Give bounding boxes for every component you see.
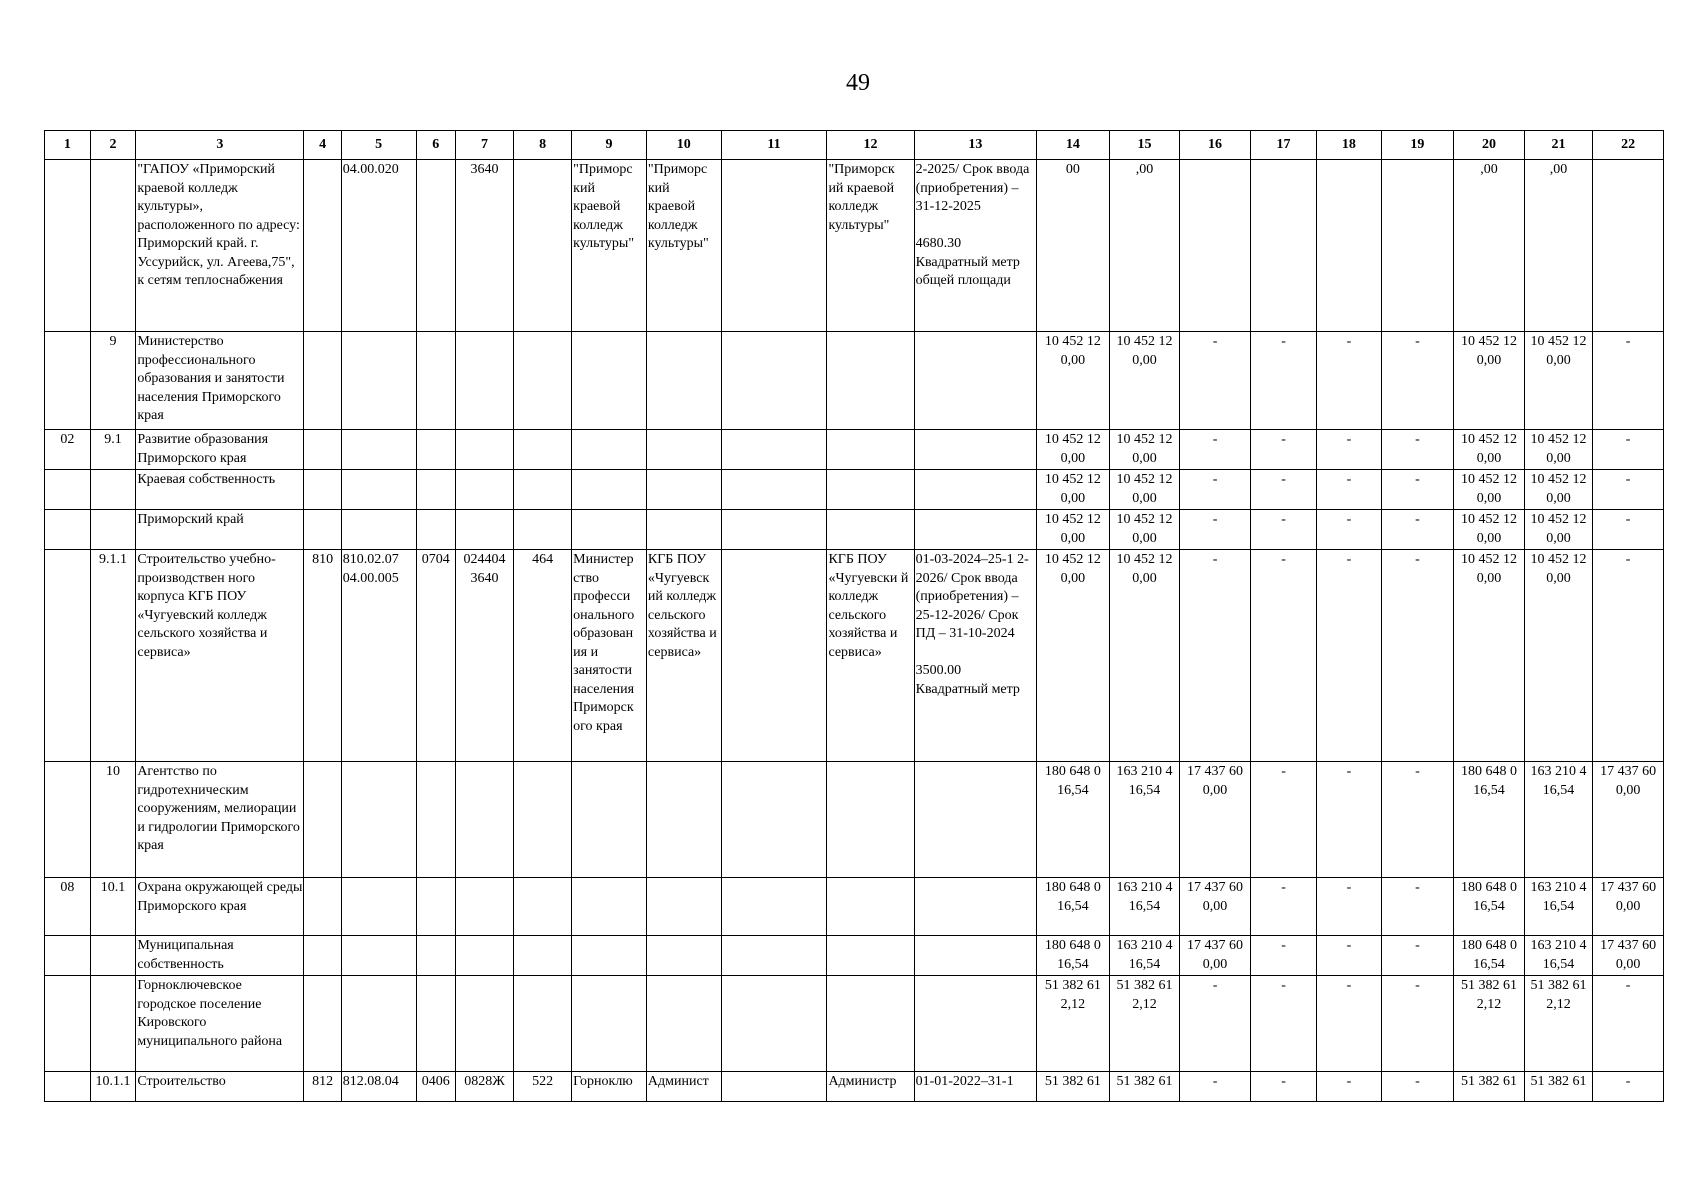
table-cell-col-21: ,00	[1524, 160, 1592, 332]
table-cell-col-2: 10.1.1	[90, 1072, 136, 1102]
table-cell-col-15: ,00	[1109, 160, 1180, 332]
table-cell-col-8	[514, 878, 572, 936]
table-cell-col-5	[341, 470, 416, 510]
table-cell-col-6	[416, 160, 455, 332]
table-cell-col-17: -	[1250, 936, 1316, 976]
table-cell-col-2	[90, 936, 136, 976]
table-cell-col-1	[45, 976, 91, 1072]
table-cell-col-1: 02	[45, 430, 91, 470]
table-cell-col-19: -	[1381, 470, 1454, 510]
table-cell-col-15: 10 452 12 0,00	[1109, 510, 1180, 550]
table-cell-col-1	[45, 510, 91, 550]
table-cell-col-1	[45, 550, 91, 762]
table-cell-col-9: "Приморс кий краевой колледж культуры"	[572, 160, 647, 332]
table-cell-col-14: 10 452 12 0,00	[1037, 332, 1110, 430]
table-cell-col-8	[514, 160, 572, 332]
table-cell-col-9: Горноклю	[572, 1072, 647, 1102]
table-cell-col-17: -	[1250, 470, 1316, 510]
table-cell-col-10: Админист	[646, 1072, 721, 1102]
table-cell-col-14: 51 382 61	[1037, 1072, 1110, 1102]
table-cell-col-16: -	[1180, 550, 1251, 762]
table-cell-col-19: -	[1381, 332, 1454, 430]
table-row	[45, 332, 1664, 430]
investment-table	[44, 130, 1664, 1102]
table-cell-col-15: 163 210 4 16,54	[1109, 878, 1180, 936]
table-cell-col-17: -	[1250, 976, 1316, 1072]
table-cell-col-12	[827, 936, 914, 976]
table-cell-col-10	[646, 762, 721, 878]
table-cell-col-14: 00	[1037, 160, 1110, 332]
table-cell-col-11	[721, 332, 827, 430]
table-cell-col-15: 10 452 12 0,00	[1109, 332, 1180, 430]
table-cell-col-17: -	[1250, 430, 1316, 470]
table-cell-col-16	[1180, 160, 1251, 332]
col-header: 13	[914, 131, 1036, 160]
table-row	[45, 1072, 1664, 1102]
table-cell-col-16: -	[1180, 470, 1251, 510]
table-cell-col-3: Приморский край	[136, 510, 304, 550]
table-cell-col-22: -	[1593, 1072, 1664, 1102]
table-cell-col-18: -	[1317, 878, 1381, 936]
table-cell-col-2: 9.1.1	[90, 550, 136, 762]
table-cell-col-8	[514, 762, 572, 878]
header-row	[45, 131, 1664, 160]
table-cell-col-2: 9.1	[90, 430, 136, 470]
table-cell-col-6	[416, 510, 455, 550]
table-cell-col-13	[914, 430, 1036, 470]
table-cell-col-13	[914, 762, 1036, 878]
table-cell-col-6	[416, 976, 455, 1072]
table-cell-col-21: 163 210 4 16,54	[1524, 762, 1592, 878]
table-cell-col-3: Охрана окружающей среды Приморского края	[136, 878, 304, 936]
table-cell-col-19: -	[1381, 430, 1454, 470]
table-cell-col-22: -	[1593, 430, 1664, 470]
table-cell-col-6: 0406	[416, 1072, 455, 1102]
table-row	[45, 510, 1664, 550]
table-cell-col-4	[304, 878, 341, 936]
table-cell-col-5	[341, 332, 416, 430]
table-cell-col-15: 51 382 61	[1109, 1072, 1180, 1102]
table-cell-col-18: -	[1317, 550, 1381, 762]
table-cell-col-14: 51 382 61 2,12	[1037, 976, 1110, 1072]
table-cell-col-8	[514, 430, 572, 470]
table-cell-col-6: 0704	[416, 550, 455, 762]
table-row	[45, 936, 1664, 976]
table-cell-col-4	[304, 976, 341, 1072]
table-cell-col-20: 10 452 12 0,00	[1454, 332, 1525, 430]
table-cell-col-19: -	[1381, 936, 1454, 976]
table-cell-col-11	[721, 1072, 827, 1102]
table-cell-col-21: 10 452 12 0,00	[1524, 430, 1592, 470]
table-cell-col-20: 10 452 12 0,00	[1454, 550, 1525, 762]
table-cell-col-20: 51 382 61	[1454, 1072, 1525, 1102]
col-header: 9	[572, 131, 647, 160]
table-cell-col-16: -	[1180, 510, 1251, 550]
table-cell-col-3: Краевая собственность	[136, 470, 304, 510]
table-cell-col-12: Администр	[827, 1072, 914, 1102]
table-cell-col-10	[646, 936, 721, 976]
table-cell-col-9	[572, 332, 647, 430]
table-cell-col-21: 163 210 4 16,54	[1524, 878, 1592, 936]
table-cell-col-2	[90, 470, 136, 510]
table-cell-col-9	[572, 430, 647, 470]
table-cell-col-9	[572, 510, 647, 550]
table-cell-col-10	[646, 470, 721, 510]
table-cell-col-3: Строительство учебно-производствен ного корпуса КГБ ПОУ «Чугуевский колледж сельского хозяйства и сервиса»	[136, 550, 304, 762]
table-row	[45, 550, 1664, 762]
table-cell-col-5: 810.02.07 04.00.005	[341, 550, 416, 762]
table-row	[45, 878, 1664, 936]
table-cell-col-7	[455, 976, 513, 1072]
table-cell-col-20: 180 648 0 16,54	[1454, 878, 1525, 936]
table-cell-col-5: 04.00.020	[341, 160, 416, 332]
page-number: 49	[846, 70, 870, 96]
table-cell-col-15: 163 210 4 16,54	[1109, 762, 1180, 878]
table-cell-col-5	[341, 976, 416, 1072]
table-cell-col-11	[721, 936, 827, 976]
col-header: 14	[1037, 131, 1110, 160]
table-cell-col-3: Строительство	[136, 1072, 304, 1102]
table-cell-col-11	[721, 976, 827, 1072]
table-cell-col-14: 180 648 0 16,54	[1037, 878, 1110, 936]
table-cell-col-4	[304, 430, 341, 470]
table-cell-col-18: -	[1317, 470, 1381, 510]
table-cell-col-17: -	[1250, 762, 1316, 878]
table-cell-col-12	[827, 332, 914, 430]
table-cell-col-8	[514, 332, 572, 430]
table-cell-col-8	[514, 470, 572, 510]
table-cell-col-6	[416, 762, 455, 878]
table-cell-col-14: 10 452 12 0,00	[1037, 430, 1110, 470]
table-cell-col-17: -	[1250, 510, 1316, 550]
table-cell-col-9	[572, 936, 647, 976]
table-cell-col-9: Министер ство професси онального образован ия и занятости населения Приморск ого края	[572, 550, 647, 762]
table-cell-col-12	[827, 878, 914, 936]
table-row	[45, 160, 1664, 332]
table-cell-col-9	[572, 976, 647, 1072]
table-cell-col-7	[455, 430, 513, 470]
table-cell-col-6	[416, 332, 455, 430]
table-cell-col-22: -	[1593, 510, 1664, 550]
table-cell-col-16: -	[1180, 1072, 1251, 1102]
col-header: 10	[646, 131, 721, 160]
table-cell-col-15: 163 210 4 16,54	[1109, 936, 1180, 976]
table-cell-col-9	[572, 762, 647, 878]
table-cell-col-19: -	[1381, 510, 1454, 550]
table-cell-col-1	[45, 1072, 91, 1102]
table-cell-col-11	[721, 510, 827, 550]
table-cell-col-12	[827, 976, 914, 1072]
table-cell-col-20: 10 452 12 0,00	[1454, 470, 1525, 510]
table-cell-col-12: "Приморск ий краевой колледж культуры"	[827, 160, 914, 332]
table-cell-col-12	[827, 762, 914, 878]
col-header: 11	[721, 131, 827, 160]
table-cell-col-13: 01-03-2024–25-1 2-2026/ Срок ввода (приобретения) – 25-12-2026/ Срок ПД – 31-10-2024 3500.00 Квадратный метр	[914, 550, 1036, 762]
col-header: 2	[90, 131, 136, 160]
table-cell-col-13	[914, 936, 1036, 976]
table-cell-col-17: -	[1250, 878, 1316, 936]
table-cell-col-12	[827, 470, 914, 510]
table-cell-col-10: "Приморс кий краевой колледж культуры"	[646, 160, 721, 332]
table-cell-col-8	[514, 936, 572, 976]
table-cell-col-2	[90, 976, 136, 1072]
table-cell-col-19: -	[1381, 762, 1454, 878]
table-cell-col-7: 3640	[455, 160, 513, 332]
table-cell-col-21: 163 210 4 16,54	[1524, 936, 1592, 976]
table-cell-col-7: 024404 3640	[455, 550, 513, 762]
table-cell-col-6	[416, 936, 455, 976]
table-cell-col-7	[455, 878, 513, 936]
table-cell-col-16: 17 437 60 0,00	[1180, 878, 1251, 936]
table-cell-col-21: 51 382 61	[1524, 1072, 1592, 1102]
table-cell-col-4	[304, 936, 341, 976]
table-cell-col-15: 10 452 12 0,00	[1109, 470, 1180, 510]
table-cell-col-15: 51 382 61 2,12	[1109, 976, 1180, 1072]
table-row	[45, 430, 1664, 470]
table-cell-col-10	[646, 430, 721, 470]
table-cell-col-8	[514, 510, 572, 550]
table-cell-col-19: -	[1381, 1072, 1454, 1102]
col-header: 18	[1317, 131, 1381, 160]
table-cell-col-13: 01-01-2022–31-1	[914, 1072, 1036, 1102]
table-cell-col-19: -	[1381, 976, 1454, 1072]
table-cell-col-20: 51 382 61 2,12	[1454, 976, 1525, 1072]
table-cell-col-9	[572, 470, 647, 510]
col-header: 4	[304, 131, 341, 160]
table-cell-col-22: -	[1593, 976, 1664, 1072]
col-header: 22	[1593, 131, 1664, 160]
table-cell-col-22: 17 437 60 0,00	[1593, 878, 1664, 936]
table-cell-col-16: 17 437 60 0,00	[1180, 936, 1251, 976]
table-cell-col-15: 10 452 12 0,00	[1109, 430, 1180, 470]
table-cell-col-13	[914, 470, 1036, 510]
col-header: 15	[1109, 131, 1180, 160]
table-cell-col-21: 10 452 12 0,00	[1524, 550, 1592, 762]
table-cell-col-2	[90, 510, 136, 550]
table-cell-col-14: 10 452 12 0,00	[1037, 470, 1110, 510]
col-header: 6	[416, 131, 455, 160]
table-cell-col-4: 812	[304, 1072, 341, 1102]
col-header: 19	[1381, 131, 1454, 160]
table-cell-col-10	[646, 976, 721, 1072]
table-cell-col-14: 180 648 0 16,54	[1037, 762, 1110, 878]
table-cell-col-11	[721, 470, 827, 510]
table-cell-col-7	[455, 762, 513, 878]
table-cell-col-17	[1250, 160, 1316, 332]
table-cell-col-13	[914, 976, 1036, 1072]
table-cell-col-21: 51 382 61 2,12	[1524, 976, 1592, 1072]
table-cell-col-11	[721, 762, 827, 878]
table-cell-col-4	[304, 510, 341, 550]
table-cell-col-10	[646, 510, 721, 550]
col-header: 16	[1180, 131, 1251, 160]
table-cell-col-20: 10 452 12 0,00	[1454, 430, 1525, 470]
table-cell-col-5	[341, 510, 416, 550]
table-cell-col-18: -	[1317, 1072, 1381, 1102]
table-cell-col-14: 10 452 12 0,00	[1037, 510, 1110, 550]
table-cell-col-2: 10.1	[90, 878, 136, 936]
table-cell-col-12: КГБ ПОУ «Чугуевски й колледж сельского хозяйства и сервиса»	[827, 550, 914, 762]
table-cell-col-7	[455, 510, 513, 550]
table-cell-col-11	[721, 878, 827, 936]
col-header: 20	[1454, 131, 1525, 160]
table-row	[45, 762, 1664, 878]
table-cell-col-12	[827, 510, 914, 550]
table-cell-col-14: 10 452 12 0,00	[1037, 550, 1110, 762]
table-cell-col-13: 2-2025/ Срок ввода (приобретения) – 31-12-2025 4680.30 Квадратный метр общей площади	[914, 160, 1036, 332]
table-cell-col-5	[341, 936, 416, 976]
table-cell-col-6	[416, 430, 455, 470]
table-cell-col-15: 10 452 12 0,00	[1109, 550, 1180, 762]
table-cell-col-7	[455, 332, 513, 430]
table-cell-col-17: -	[1250, 550, 1316, 762]
table-cell-col-1	[45, 332, 91, 430]
table-cell-col-18: -	[1317, 510, 1381, 550]
table-cell-col-21: 10 452 12 0,00	[1524, 510, 1592, 550]
table-cell-col-8: 464	[514, 550, 572, 762]
col-header: 5	[341, 131, 416, 160]
table-cell-col-11	[721, 430, 827, 470]
table-cell-col-20: 10 452 12 0,00	[1454, 510, 1525, 550]
col-header: 21	[1524, 131, 1592, 160]
table-cell-col-9	[572, 878, 647, 936]
table-cell-col-3: Горноключевское городское поселение Кировского муниципального района	[136, 976, 304, 1072]
table-cell-col-16: 17 437 60 0,00	[1180, 762, 1251, 878]
table-cell-col-22: 17 437 60 0,00	[1593, 762, 1664, 878]
table-cell-col-1	[45, 936, 91, 976]
col-header: 17	[1250, 131, 1316, 160]
table-cell-col-18: -	[1317, 936, 1381, 976]
table-cell-col-2	[90, 160, 136, 332]
table-cell-col-21: 10 452 12 0,00	[1524, 470, 1592, 510]
col-header: 3	[136, 131, 304, 160]
table-row	[45, 470, 1664, 510]
table-cell-col-5	[341, 762, 416, 878]
table-body	[45, 160, 1664, 1102]
table-cell-col-22: -	[1593, 550, 1664, 762]
table-cell-col-13	[914, 332, 1036, 430]
table-cell-col-22: -	[1593, 470, 1664, 510]
table-cell-col-13	[914, 878, 1036, 936]
col-header: 7	[455, 131, 513, 160]
table-cell-col-2: 9	[90, 332, 136, 430]
table-cell-col-3: Агентство по гидротехническим сооружениям, мелиорации и гидрологии Приморского края	[136, 762, 304, 878]
col-header: 8	[514, 131, 572, 160]
table-cell-col-11	[721, 160, 827, 332]
table-cell-col-22: -	[1593, 332, 1664, 430]
table-cell-col-5	[341, 430, 416, 470]
col-header: 12	[827, 131, 914, 160]
table-cell-col-20: 180 648 0 16,54	[1454, 936, 1525, 976]
col-header: 1	[45, 131, 91, 160]
table-cell-col-5: 812.08.04	[341, 1072, 416, 1102]
table-cell-col-16: -	[1180, 332, 1251, 430]
table-cell-col-10	[646, 332, 721, 430]
table-cell-col-8: 522	[514, 1072, 572, 1102]
table-cell-col-13	[914, 510, 1036, 550]
table-cell-col-7	[455, 936, 513, 976]
table-cell-col-2: 10	[90, 762, 136, 878]
table-cell-col-6	[416, 470, 455, 510]
table-cell-col-10	[646, 878, 721, 936]
table-cell-col-16: -	[1180, 976, 1251, 1072]
table-cell-col-4: 810	[304, 550, 341, 762]
table-cell-col-19	[1381, 160, 1454, 332]
table-cell-col-18: -	[1317, 976, 1381, 1072]
table-cell-col-18	[1317, 160, 1381, 332]
table-cell-col-3: Развитие образования Приморского края	[136, 430, 304, 470]
table-cell-col-19: -	[1381, 878, 1454, 936]
table-cell-col-11	[721, 550, 827, 762]
table-cell-col-8	[514, 976, 572, 1072]
table-cell-col-3: Муниципальная собственность	[136, 936, 304, 976]
table-cell-col-20: 180 648 0 16,54	[1454, 762, 1525, 878]
table-cell-col-22: 17 437 60 0,00	[1593, 936, 1664, 976]
table-cell-col-4	[304, 762, 341, 878]
table-cell-col-21: 10 452 12 0,00	[1524, 332, 1592, 430]
table-cell-col-6	[416, 878, 455, 936]
table-cell-col-14: 180 648 0 16,54	[1037, 936, 1110, 976]
table-cell-col-16: -	[1180, 430, 1251, 470]
table-cell-col-18: -	[1317, 430, 1381, 470]
table-cell-col-4	[304, 332, 341, 430]
table-cell-col-4	[304, 160, 341, 332]
table-row	[45, 976, 1664, 1072]
table-cell-col-7: 0828Ж	[455, 1072, 513, 1102]
table-cell-col-1: 08	[45, 878, 91, 936]
table-cell-col-3: Министерство профессионального образования и занятости населения Приморского края	[136, 332, 304, 430]
table-cell-col-1	[45, 762, 91, 878]
table-cell-col-22	[1593, 160, 1664, 332]
table-cell-col-12	[827, 430, 914, 470]
table-cell-col-5	[341, 878, 416, 936]
table-cell-col-18: -	[1317, 762, 1381, 878]
table-cell-col-3: "ГАПОУ «Приморский краевой колледж культуры», расположенного по адресу: Приморский край. г. Уссурийск, ул. Агеева,75", к сетям теплоснабжения	[136, 160, 304, 332]
table-cell-col-10: КГБ ПОУ «Чугуевск ий колледж сельского хозяйства и сервиса»	[646, 550, 721, 762]
table-cell-col-19: -	[1381, 550, 1454, 762]
table-cell-col-17: -	[1250, 1072, 1316, 1102]
table-cell-col-20: ,00	[1454, 160, 1525, 332]
table-cell-col-18: -	[1317, 332, 1381, 430]
table-cell-col-1	[45, 470, 91, 510]
table-cell-col-1	[45, 160, 91, 332]
table-cell-col-7	[455, 470, 513, 510]
table-cell-col-17: -	[1250, 332, 1316, 430]
table-cell-col-4	[304, 470, 341, 510]
